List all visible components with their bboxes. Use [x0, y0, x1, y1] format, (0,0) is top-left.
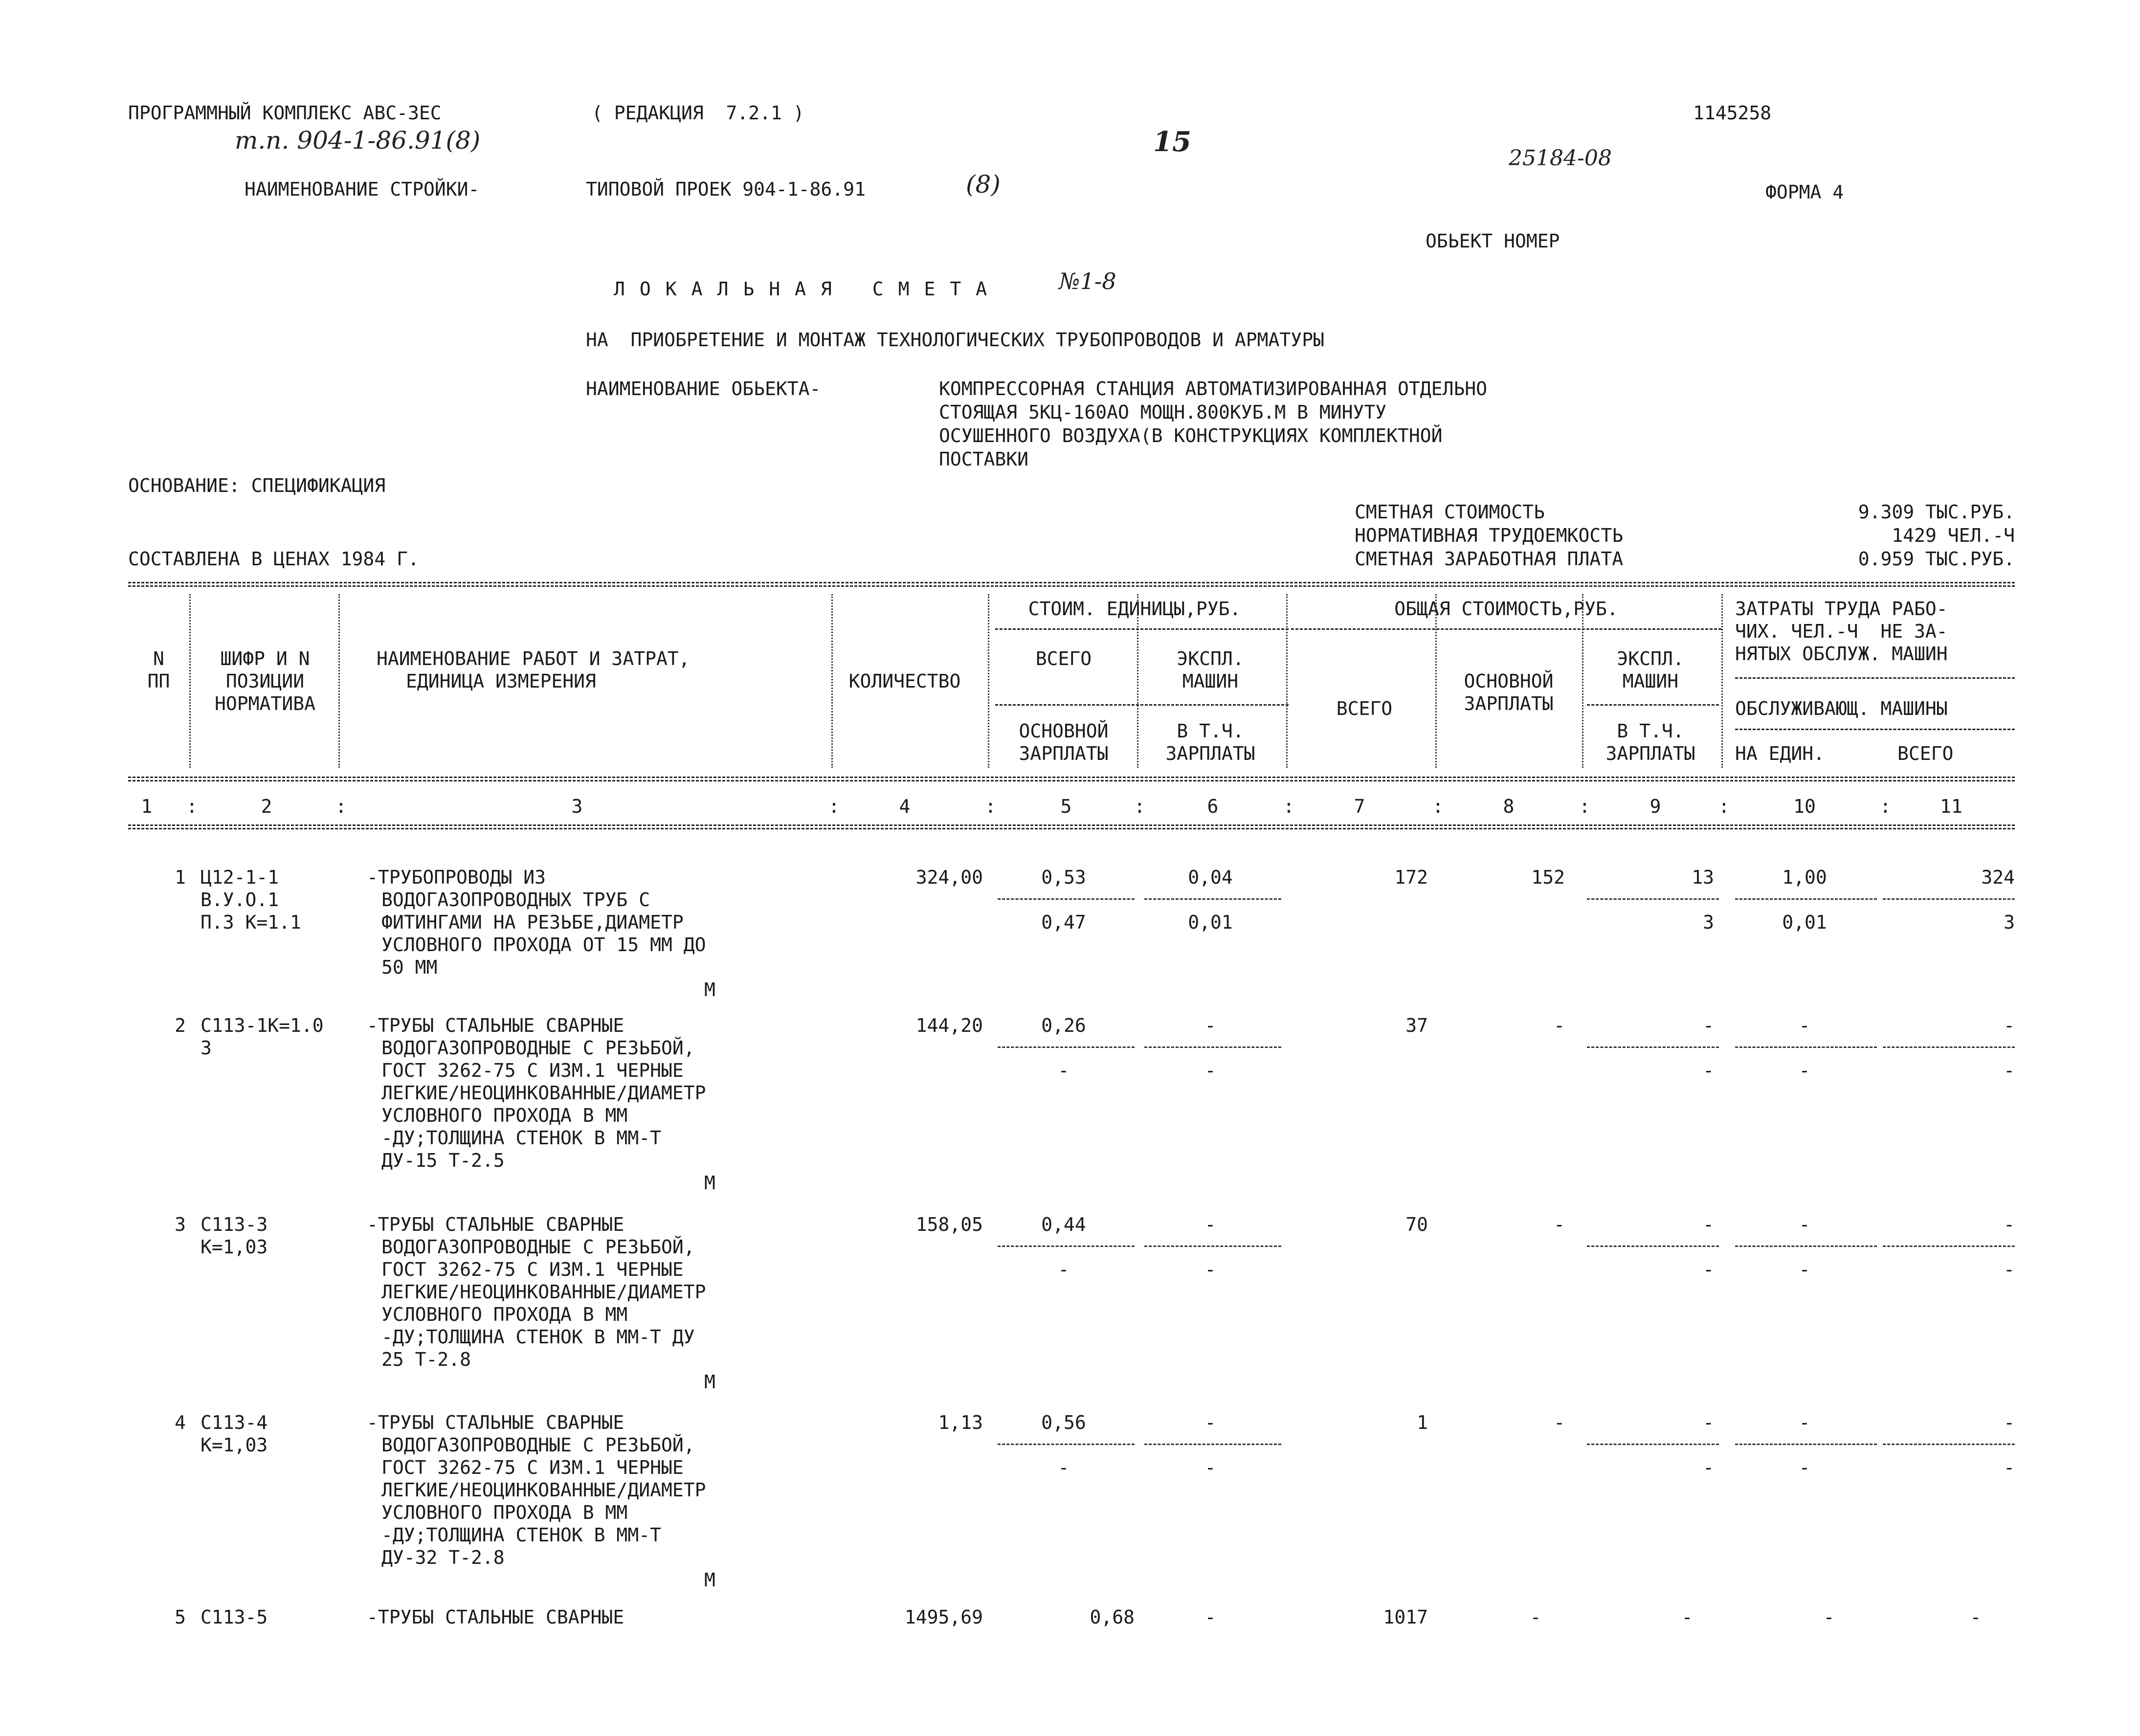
row-unit-incl-salary: 0,01: [1188, 912, 1233, 933]
row-name-line: УСЛОВНОГО ПРОХОДА ОТ 15 ММ ДО: [381, 934, 706, 956]
row-unit-machines: 0,04: [1188, 867, 1233, 888]
row-unit-base-salary: 0,47: [1041, 912, 1086, 933]
row-fraction-rule: [1144, 898, 1281, 900]
row-labor-per-unit: -: [1799, 1015, 1810, 1036]
row-fraction-rule: [1144, 1444, 1281, 1445]
h-unit-total: ВСЕГО: [1035, 648, 1092, 669]
row-name-line: -ТРУБЫ СТАЛЬНЫЕ СВАРНЫЕ: [367, 1412, 624, 1433]
row-code-line: 3: [201, 1037, 212, 1059]
row-name-line: ВОДОГАЗОПРОВОДНЫЕ С РЕЗЬБОЙ,: [381, 1236, 695, 1258]
h-unit-mid-rule: [995, 704, 1289, 706]
column-number-4: 4: [899, 796, 911, 817]
row-labor-service-unit: -: [1799, 1457, 1810, 1478]
row-code-line: С113-3: [201, 1214, 268, 1235]
row5-c8: -: [1530, 1606, 1541, 1628]
column-number-sep-9: :: [1718, 796, 1730, 817]
prices-label: СОСТАВЛЕНА В ЦЕНАХ 1984 Г.: [128, 548, 419, 570]
h-total-cost-rule: [1291, 628, 1721, 630]
column-number-sep-8: :: [1579, 796, 1590, 817]
column-number-sep-1: :: [186, 796, 198, 817]
row-name-line: -ТРУБОПРОВОДЫ ИЗ: [367, 867, 546, 888]
row-fraction-rule: [1735, 898, 1877, 900]
row-unit-incl-salary: -: [1204, 1060, 1216, 1081]
row5-c6: -: [1204, 1606, 1216, 1628]
header-separator-4: [988, 594, 989, 768]
row-labor-total: -: [2004, 1214, 2015, 1235]
row-name-line: -ДУ;ТОЛЩИНА СТЕНОК В ММ-Т: [381, 1127, 661, 1149]
row-name-line: 25 Т-2.8: [381, 1349, 471, 1370]
colnum-bottom-rule-2: [128, 828, 2015, 829]
row5-c10: -: [1823, 1606, 1835, 1628]
row-code-line: Ц12-1-1: [201, 867, 279, 888]
row-fraction-rule: [1735, 1046, 1877, 1048]
row-fraction-rule: [998, 1046, 1135, 1048]
row-total-base-salary: -: [1554, 1015, 1565, 1036]
column-number-11: 11: [1940, 796, 1962, 817]
row-code-line: С113-4: [201, 1412, 268, 1433]
object-line-1: КОМПРЕССОРНАЯ СТАНЦИЯ АВТОМАТИЗИРОВАННАЯ ОТДЕЛЬНО: [939, 378, 1488, 400]
document-title: ЛОКАЛЬНАЯ СМЕТА: [614, 278, 1002, 300]
row-fraction-rule: [1883, 1046, 2015, 1048]
row-number: 4: [175, 1412, 186, 1433]
h-labor-line1: ЗАТРАТЫ ТРУДА РАБО-: [1735, 598, 1948, 620]
column-number-1: 1: [141, 796, 153, 817]
column-number-sep-6: :: [1283, 796, 1294, 817]
row5-c11: -: [1970, 1606, 1982, 1628]
row-quantity: 324,00: [915, 867, 983, 888]
object-line-4: ПОСТАВКИ: [939, 448, 1029, 470]
row-total-machines: -: [1703, 1412, 1714, 1433]
row5-qty: 1495,69: [904, 1606, 983, 1628]
row-quantity: 158,05: [915, 1214, 983, 1235]
handwritten-smeta-number: №1-8: [1059, 268, 1116, 294]
row-unit-incl-salary: -: [1204, 1259, 1216, 1280]
h-col3-line2: ЕДИНИЦА ИЗМЕРЕНИЯ: [406, 670, 596, 692]
row-name-line: ВОДОГАЗОПРОВОДНЫХ ТРУБ С: [381, 889, 650, 911]
row-unit: М: [704, 979, 715, 1001]
row-fraction-rule: [1144, 1246, 1281, 1247]
row-unit-base-salary: -: [1058, 1259, 1070, 1280]
h-unit-incl-salary-1: В Т.Ч.: [1177, 720, 1244, 742]
basis-label: ОСНОВАНИЕ: СПЕЦИФИКАЦИЯ: [128, 475, 386, 496]
row-name-line: -ТРУБЫ СТАЛЬНЫЕ СВАРНЫЕ: [367, 1015, 624, 1036]
h-col2-line2: ПОЗИЦИИ: [225, 670, 305, 692]
h-labor-rule-2: [1735, 729, 2015, 730]
row-unit-total: 0,44: [1041, 1214, 1086, 1235]
row-unit-total: 0,56: [1041, 1412, 1086, 1433]
row-code-line: П.3 К=1.1: [201, 912, 301, 933]
row-labor-service-total: -: [2004, 1259, 2015, 1280]
row-name-line: -ТРУБЫ СТАЛЬНЫЕ СВАРНЫЕ: [367, 1214, 624, 1235]
row-labor-total: -: [2004, 1412, 2015, 1433]
h-labor-total: ВСЕГО: [1897, 743, 1954, 764]
row-fraction-rule: [1735, 1444, 1877, 1445]
summary-value-salary: 0.959 ТЫС.РУБ.: [1858, 548, 2015, 570]
row-name-line: -ДУ;ТОЛЩИНА СТЕНОК В ММ-Т ДУ: [381, 1326, 695, 1348]
row5-c5: 0,68: [1090, 1606, 1135, 1628]
h-unit-cost: СТОИМ. ЕДИНИЦЫ,РУБ.: [1028, 598, 1241, 620]
header-separator-1: [189, 594, 191, 768]
row-unit-incl-salary: -: [1204, 1457, 1216, 1478]
row5-num: 5: [175, 1606, 186, 1628]
row-name-line: УСЛОВНОГО ПРОХОДА В ММ: [381, 1304, 628, 1325]
row-fraction-rule: [1587, 898, 1719, 900]
h-total-all: ВСЕГО: [1336, 698, 1393, 719]
header-separator-6: [1286, 594, 1288, 768]
row-fraction-rule: [1587, 1246, 1719, 1247]
colnum-bottom-rule: [128, 824, 2015, 826]
header-bottom-rule: [128, 777, 2015, 778]
document-subtitle: НА ПРИОБРЕТЕНИЕ И МОНТАЖ ТЕХНОЛОГИЧЕСКИХ ТРУБОПРОВОДОВ И АРМАТУРЫ: [586, 329, 1324, 351]
row-name-line: ГОСТ 3262-75 С ИЗМ.1 ЧЕРНЫЕ: [381, 1060, 684, 1081]
row-fraction-rule: [998, 898, 1135, 900]
header-separator-5: [1137, 594, 1138, 768]
column-number-6: 6: [1207, 796, 1219, 817]
row-total-incl-salary: 3: [1703, 912, 1714, 933]
row-unit-base-salary: -: [1058, 1060, 1070, 1081]
h-total-incl-salary-2: ЗАРПЛАТЫ: [1605, 743, 1695, 764]
row-labor-service-total: -: [2004, 1457, 2015, 1478]
column-number-sep-4: :: [985, 796, 996, 817]
row-name-line: ДУ-32 Т-2.8: [381, 1547, 505, 1568]
row-total-incl-salary: -: [1703, 1259, 1714, 1280]
row-name-line: ЛЕГКИЕ/НЕОЦИНКОВАННЫЕ/ДИАМЕТР: [381, 1479, 706, 1501]
row-fraction-rule: [1735, 1246, 1877, 1247]
row-unit-total: 0,26: [1041, 1015, 1086, 1036]
h-total-mid-rule: [1587, 704, 1719, 706]
h-labor-line2: ЧИХ. ЧЕЛ.-Ч НЕ ЗА-: [1735, 621, 1948, 642]
row-unit-machines: -: [1204, 1015, 1216, 1036]
column-number-sep-5: :: [1134, 796, 1145, 817]
row-name-line: ГОСТ 3262-75 С ИЗМ.1 ЧЕРНЫЕ: [381, 1457, 684, 1478]
h-total-machines-2: МАШИН: [1622, 670, 1679, 692]
row-unit-total: 0,53: [1041, 867, 1086, 888]
row-labor-service-unit: 0,01: [1782, 912, 1827, 933]
row-unit: М: [704, 1371, 715, 1393]
row-total-base-salary: -: [1554, 1412, 1565, 1433]
h-total-base-salary-1: ОСНОВНОЙ: [1464, 670, 1554, 692]
h-col3-line1: НАИМЕНОВАНИЕ РАБОТ И ЗАТРАТ,: [377, 648, 690, 669]
row-total-machines: -: [1703, 1214, 1714, 1235]
handwritten-page-number: 15: [1153, 126, 1191, 158]
h-unit-machines-1: ЭКСПЛ.: [1177, 648, 1244, 669]
h-total-cost: ОБЩАЯ СТОИМОСТЬ,РУБ.: [1394, 598, 1618, 620]
table-top-rule: [128, 582, 2015, 583]
row-name-line: 50 ММ: [381, 957, 438, 978]
handwritten-variant: (8): [966, 170, 1001, 199]
row-unit-base-salary: -: [1058, 1457, 1070, 1478]
row-code-line: К=1,03: [201, 1236, 268, 1258]
edition-label: ( РЕДАКЦИЯ 7.2.1 ): [592, 102, 804, 124]
row-fraction-rule: [1144, 1046, 1281, 1048]
header-separator-8: [1582, 594, 1583, 768]
row-labor-total: 324: [1981, 867, 2015, 888]
h-col2-line3: НОРМАТИВА: [215, 693, 315, 714]
row-total-incl-salary: -: [1703, 1457, 1714, 1478]
row5-c9: -: [1681, 1606, 1693, 1628]
handwritten-code: 25184-08: [1509, 146, 1612, 171]
row-name-line: ФИТИНГАМИ НА РЕЗЬБЕ,ДИАМЕТР: [381, 912, 684, 933]
row-fraction-rule: [998, 1246, 1135, 1247]
column-number-2: 2: [261, 796, 272, 817]
summary-label-cost: СМЕТНАЯ СТОИМОСТЬ: [1355, 501, 1545, 523]
column-number-5: 5: [1060, 796, 1072, 817]
h-unit-cost-rule: [995, 628, 1289, 630]
column-number-8: 8: [1503, 796, 1515, 817]
form-label: ФОРМА 4: [1765, 181, 1844, 203]
h-labor-per-unit: НА ЕДИН.: [1735, 743, 1825, 764]
column-number-3: 3: [571, 796, 583, 817]
summary-value-cost: 9.309 ТЫС.РУБ.: [1858, 501, 2015, 523]
row-total-base-salary: -: [1554, 1214, 1565, 1235]
row-fraction-rule: [1883, 1246, 2015, 1247]
row-name-line: ЛЕГКИЕ/НЕОЦИНКОВАННЫЕ/ДИАМЕТР: [381, 1082, 706, 1104]
header-bottom-rule-2: [128, 780, 2015, 781]
row-fraction-rule: [1883, 898, 2015, 900]
h-unit-incl-salary-2: ЗАРПЛАТЫ: [1165, 743, 1255, 764]
summary-label-labor: НОРМАТИВНАЯ ТРУДОЕМКОСТЬ: [1355, 525, 1624, 546]
h-unit-base-salary-1: ОСНОВНОЙ: [1019, 720, 1109, 742]
row-fraction-rule: [1587, 1046, 1719, 1048]
row-unit-machines: -: [1204, 1214, 1216, 1235]
row-total-machines: -: [1703, 1015, 1714, 1036]
row-name-line: ЛЕГКИЕ/НЕОЦИНКОВАННЫЕ/ДИАМЕТР: [381, 1281, 706, 1303]
document-number: 1145258: [1693, 102, 1772, 124]
row-fraction-rule: [998, 1444, 1135, 1445]
row-name-line: ДУ-15 Т-2.5: [381, 1150, 505, 1171]
row-total-cost: 1: [1417, 1412, 1428, 1433]
table-top-rule-2: [128, 585, 2015, 587]
h-col4: КОЛИЧЕСТВО: [848, 670, 961, 692]
column-number-sep-7: :: [1432, 796, 1444, 817]
row-name-line: ГОСТ 3262-75 С ИЗМ.1 ЧЕРНЫЕ: [381, 1259, 684, 1280]
row-labor-per-unit: -: [1799, 1214, 1810, 1235]
program-name: ПРОГРАММНЫЙ КОМПЛЕКС АВС-3ЕС: [128, 102, 442, 124]
row-name-line: ВОДОГАЗОПРОВОДНЫЕ С РЕЗЬБОЙ,: [381, 1434, 695, 1456]
row-labor-per-unit: -: [1799, 1412, 1810, 1433]
h-unit-base-salary-2: ЗАРПЛАТЫ: [1019, 743, 1109, 764]
column-number-sep-3: :: [828, 796, 840, 817]
h-col2-line1: ШИФР И N: [220, 648, 310, 669]
handwritten-tp-note: т.п. 904-1-86.91(8): [235, 126, 481, 155]
h-total-base-salary-2: ЗАРПЛАТЫ: [1464, 693, 1554, 714]
row5-c7: 1017: [1383, 1606, 1428, 1628]
h-labor-rule-1: [1735, 677, 2015, 679]
header-separator-3: [831, 594, 833, 768]
summary-value-labor: 1429 ЧЕЛ.-Ч: [1892, 525, 2015, 546]
row5-name: -ТРУБЫ СТАЛЬНЫЕ СВАРНЫЕ: [367, 1606, 624, 1628]
row-fraction-rule: [1883, 1444, 2015, 1445]
header-separator-9: [1721, 594, 1723, 768]
row-total-machines: 13: [1692, 867, 1714, 888]
row-total-cost: 70: [1405, 1214, 1428, 1235]
row-total-incl-salary: -: [1703, 1060, 1714, 1081]
row-code-line: В.У.О.1: [201, 889, 279, 911]
h-labor-line3: НЯТЫХ ОБСЛУЖ. МАШИН: [1735, 643, 1948, 665]
row-unit: М: [704, 1569, 715, 1591]
row-labor-total: -: [2004, 1015, 2015, 1036]
row-number: 3: [175, 1214, 186, 1235]
row-number: 1: [175, 867, 186, 888]
stroika-value: ТИПОВОЙ ПРОЕК 904-1-86.91: [586, 178, 866, 200]
row-labor-service-total: -: [2004, 1060, 2015, 1081]
h-labor-service: ОБСЛУЖИВАЮЩ. МАШИНЫ: [1735, 698, 1948, 719]
row-labor-service-total: 3: [2004, 912, 2015, 933]
column-number-7: 7: [1354, 796, 1365, 817]
row-quantity: 144,20: [915, 1015, 983, 1036]
header-separator-7: [1435, 594, 1437, 768]
row-name-line: УСЛОВНОГО ПРОХОДА В ММ: [381, 1502, 628, 1523]
object-line-2: СТОЯЩАЯ 5КЦ-160АО МОЩН.800КУБ.М В МИНУТУ: [939, 401, 1387, 423]
row-unit: М: [704, 1172, 715, 1194]
row-code-line: К=1,03: [201, 1434, 268, 1456]
row-total-cost: 172: [1394, 867, 1428, 888]
row-total-cost: 37: [1405, 1015, 1428, 1036]
row-fraction-rule: [1587, 1444, 1719, 1445]
row-name-line: ВОДОГАЗОПРОВОДНЫЕ С РЕЗЬБОЙ,: [381, 1037, 695, 1059]
column-number-sep-2: :: [335, 796, 347, 817]
row-quantity: 1,13: [938, 1412, 983, 1433]
row-labor-service-unit: -: [1799, 1259, 1810, 1280]
row-name-line: УСЛОВНОГО ПРОХОДА В ММ: [381, 1105, 628, 1126]
h-unit-machines-2: МАШИН: [1182, 670, 1239, 692]
row-code-line: С113-1К=1.0: [201, 1015, 324, 1036]
row-total-base-salary: 152: [1531, 867, 1565, 888]
column-number-sep-10: :: [1880, 796, 1891, 817]
row-labor-per-unit: 1,00: [1782, 867, 1827, 888]
row-labor-service-unit: -: [1799, 1060, 1810, 1081]
summary-label-salary: СМЕТНАЯ ЗАРАБОТНАЯ ПЛАТА: [1355, 548, 1624, 570]
h-total-incl-salary-1: В Т.Ч.: [1617, 720, 1684, 742]
header-separator-2: [338, 594, 340, 768]
column-number-9: 9: [1650, 796, 1661, 817]
row-number: 2: [175, 1015, 186, 1036]
stroika-label: НАИМЕНОВАНИЕ СТРОЙКИ-: [245, 178, 480, 200]
object-label: НАИМЕНОВАНИЕ ОБЬЕКТА-: [586, 378, 821, 400]
column-number-10: 10: [1793, 796, 1816, 817]
row5-code: С113-5: [201, 1606, 268, 1628]
h-col1-line2: ПП: [147, 670, 170, 692]
h-col1-line1: N: [153, 648, 164, 669]
object-line-3: ОСУШЕННОГО ВОЗДУХА(В КОНСТРУКЦИЯХ КОМПЛЕКТНОЙ: [939, 425, 1443, 446]
object-number-label: ОБЬЕКТ НОМЕР: [1426, 230, 1560, 252]
row-name-line: -ДУ;ТОЛЩИНА СТЕНОК В ММ-Т: [381, 1524, 661, 1546]
row-unit-machines: -: [1204, 1412, 1216, 1433]
h-total-machines-1: ЭКСПЛ.: [1617, 648, 1684, 669]
